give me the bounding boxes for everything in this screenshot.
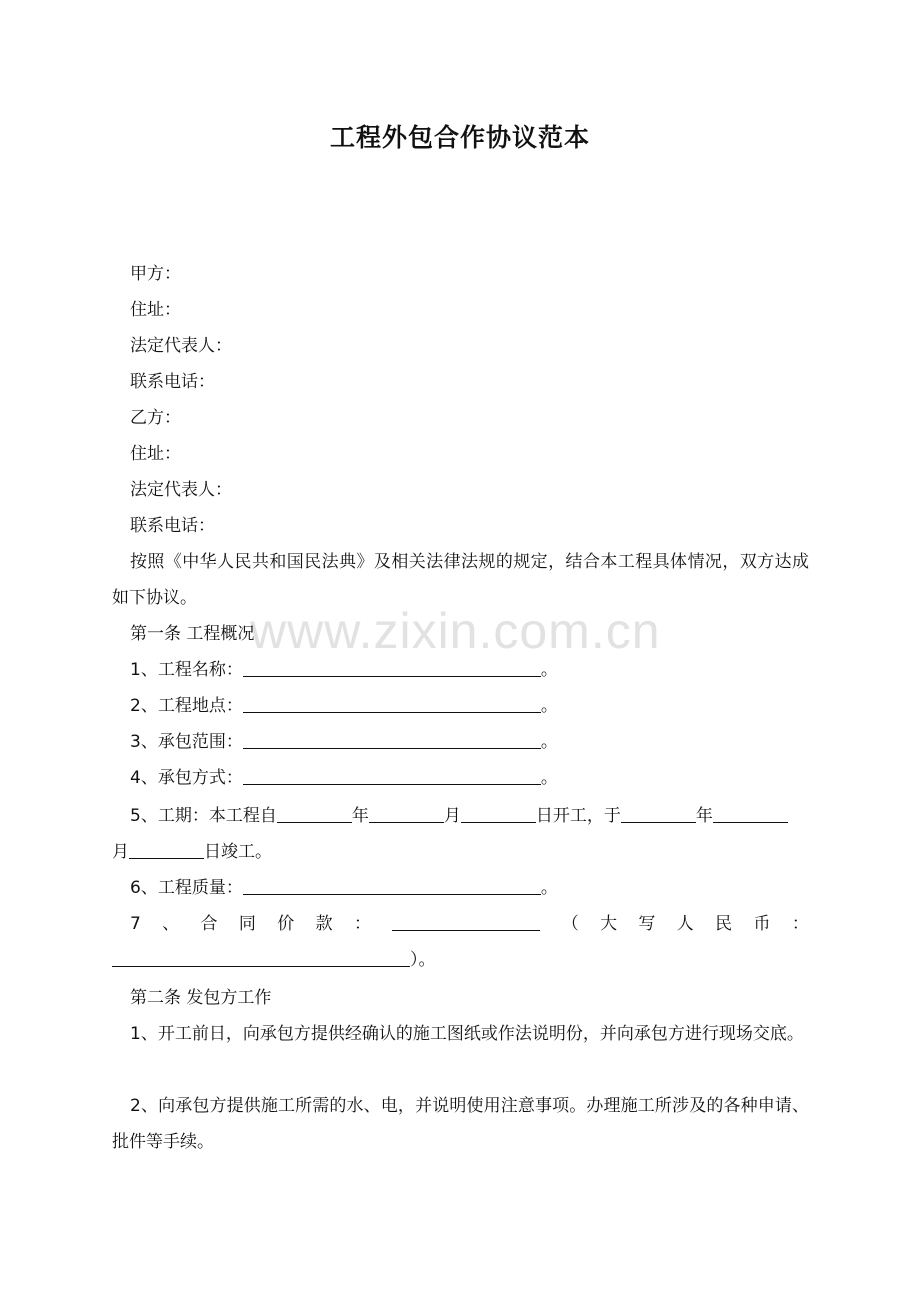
preamble-paragraph: 按照《中华人民共和国民法典》及相关法律法规的规定，结合本工程具体情况，双方达成如下协议。 [112,552,809,608]
project-name-blank[interactable] [243,658,541,677]
contract-method-row [130,766,558,790]
price-amount-blank[interactable] [392,912,540,931]
contract-price-row-2 [112,948,436,972]
price-char: 大 [600,914,618,934]
price-char: 同 [238,914,256,934]
party-b-representative: 法定代表人： [130,480,232,500]
start-day-blank[interactable] [461,804,536,823]
start-year-label: 年 [351,806,369,826]
project-name-row [130,658,558,682]
price-end: ）。 [410,950,436,970]
price-char: 民 [715,914,733,934]
article-2-heading: 第二条 发包方工作 [130,988,272,1008]
end-month-blank[interactable] [713,804,788,823]
schedule-label: 5、工期：本工程自 [130,806,277,826]
quality-period: 。 [540,878,558,898]
schedule-row-2 [112,840,272,864]
watermark: www.zixin.com.cn [250,603,661,659]
party-a-phone: 联系电话： [130,372,215,392]
schedule-row-1 [130,804,788,828]
contract-scope-label: 3、承包范围： [130,732,243,752]
document-title: 工程外包合作协议范本 [329,123,590,152]
price-char: 价 [277,914,295,934]
start-year-blank[interactable] [277,804,352,823]
project-name-period: 。 [540,660,558,680]
party-b-address: 住址： [130,444,181,464]
party-a-representative: 法定代表人： [130,336,232,356]
price-char: ： [353,914,371,934]
quality-row [130,876,558,900]
contract-scope-blank[interactable] [243,730,541,749]
contract-scope-row [130,730,558,754]
price-char: 款 [315,914,333,934]
price-char: 合 [200,914,218,934]
start-month-blank[interactable] [369,804,444,823]
project-location-blank[interactable] [243,694,541,713]
price-char: 写 [638,914,656,934]
contract-scope-period: 。 [540,732,558,752]
end-year-label: 年 [695,806,713,826]
end-year-blank[interactable] [621,804,696,823]
project-location-period: 。 [540,696,558,716]
contract-method-blank[interactable] [243,766,541,785]
contract-method-period: 。 [540,768,558,788]
price-char: 币 [753,914,771,934]
contract-price-row [112,912,809,936]
party-b-phone: 联系电话： [130,516,215,536]
quality-blank[interactable] [243,876,541,895]
party-a-name: 甲方： [130,264,181,284]
project-location-label: 2、工程地点： [130,696,243,716]
project-location-row [130,694,558,718]
start-month-label: 月 [443,806,461,826]
party-b-name: 乙方： [130,408,181,428]
project-name-label: 1、工程名称： [130,660,243,680]
end-day-blank[interactable] [129,840,204,859]
article-1-heading: 第一条 工程概况 [130,624,255,644]
price-char: 7 [130,914,141,934]
party-a-address: 住址： [130,300,181,320]
article-2-item-1: 1、开工前日，向承包方提供经确认的施工图纸或作法说明份，并向承包方进行现场交底。 [130,1024,804,1044]
price-char: 人 [676,914,694,934]
price-char: （ [561,914,579,934]
price-char: 、 [162,914,180,934]
quality-label: 6、工程质量： [130,878,243,898]
end-month-label: 月 [112,842,129,862]
price-uppercase-blank[interactable] [112,948,410,967]
article-2-item-2: 2、向承包方提供施工所需的水、电，并说明使用注意事项。办理施工所涉及的各种申请、批件等手续。 [112,1096,809,1152]
start-day-label: 日开工，于 [535,806,621,826]
price-char: ： [791,914,809,934]
contract-method-label: 4、承包方式： [130,768,243,788]
end-day-label: 日竣工。 [204,842,272,862]
